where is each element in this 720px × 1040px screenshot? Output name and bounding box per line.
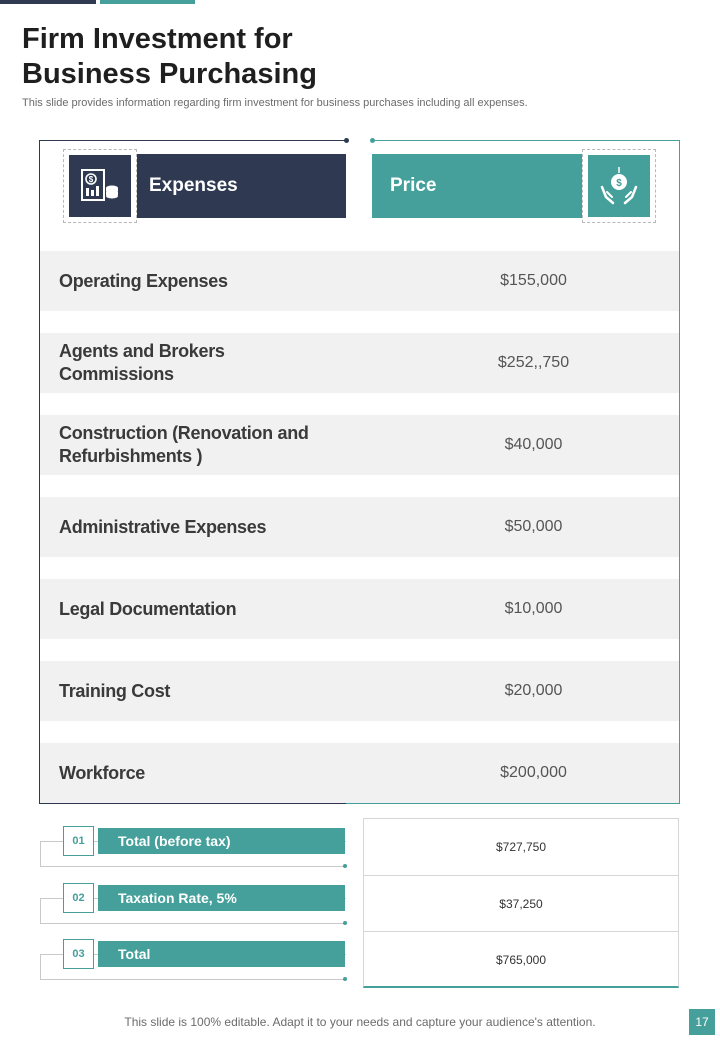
total-row-dot bbox=[343, 977, 347, 981]
totals-value-table bbox=[363, 818, 679, 988]
total-number-badge: 01 bbox=[63, 826, 94, 856]
table-row bbox=[40, 579, 679, 639]
expenses-header: Expenses bbox=[137, 154, 346, 218]
expense-name: Agents and Brokers Commissions bbox=[59, 341, 225, 384]
table-row bbox=[40, 661, 679, 721]
frame-bottom-connector bbox=[346, 803, 372, 804]
price-icon-box bbox=[582, 149, 656, 223]
expense-name: Operating Expenses bbox=[59, 270, 228, 291]
svg-text:$: $ bbox=[616, 178, 622, 189]
hands-holding-money-bag-icon bbox=[588, 155, 650, 217]
expense-name: Legal Documentation bbox=[59, 598, 237, 619]
expense-name: Workforce bbox=[59, 762, 145, 783]
expense-price: $20,000 bbox=[504, 682, 563, 699]
footer-note: This slide is 100% editable. Adapt it to your needs and capture your audience's attention. bbox=[124, 1015, 596, 1029]
financial-report-coins-icon bbox=[69, 155, 131, 217]
page-number: 17 bbox=[689, 1009, 715, 1035]
expense-price: $252,,750 bbox=[497, 354, 570, 371]
table-row bbox=[40, 251, 679, 311]
page-title bbox=[22, 22, 422, 92]
table-row bbox=[40, 415, 679, 475]
expense-price: $10,000 bbox=[504, 600, 563, 617]
price-header: Price bbox=[372, 154, 582, 218]
expenses-icon-box bbox=[63, 149, 137, 223]
expense-price: $50,000 bbox=[504, 518, 563, 535]
page-title-line-2: Business Purchasing bbox=[22, 58, 317, 90]
total-label-bar: Taxation Rate, 5% bbox=[98, 885, 345, 911]
svg-text:$: $ bbox=[88, 175, 94, 184]
total-value: $727,750 bbox=[495, 840, 547, 854]
page-subtitle: This slide provides information regarding firm investment for business purchases including all expenses. bbox=[22, 97, 528, 109]
page-title-line-1: Firm Investment for bbox=[22, 23, 293, 55]
total-value: $765,000 bbox=[495, 953, 547, 967]
expense-name: Construction (Renovation and Refurbishments ) bbox=[59, 423, 309, 466]
expense-price: $200,000 bbox=[500, 764, 567, 781]
total-label-bar: Total (before tax) bbox=[98, 828, 345, 854]
total-row-dot bbox=[343, 864, 347, 868]
total-row-dot bbox=[343, 921, 347, 925]
total-number-badge: 03 bbox=[63, 939, 94, 969]
expense-price: $155,000 bbox=[500, 272, 567, 289]
expense-name: Training Cost bbox=[59, 680, 171, 701]
total-label-bar: Total bbox=[98, 941, 345, 967]
table-row bbox=[40, 743, 679, 803]
expense-price: $40,000 bbox=[504, 436, 563, 453]
top-accent-bar-dark bbox=[0, 0, 96, 4]
table-row bbox=[40, 497, 679, 557]
total-value: $37,250 bbox=[499, 897, 543, 911]
expense-name: Administrative Expenses bbox=[59, 516, 267, 537]
table-row bbox=[40, 333, 679, 393]
top-accent-bar-teal bbox=[100, 0, 195, 4]
total-number-badge: 02 bbox=[63, 883, 94, 913]
frame-dot-dark bbox=[344, 138, 349, 143]
frame-dot-teal bbox=[370, 138, 375, 143]
